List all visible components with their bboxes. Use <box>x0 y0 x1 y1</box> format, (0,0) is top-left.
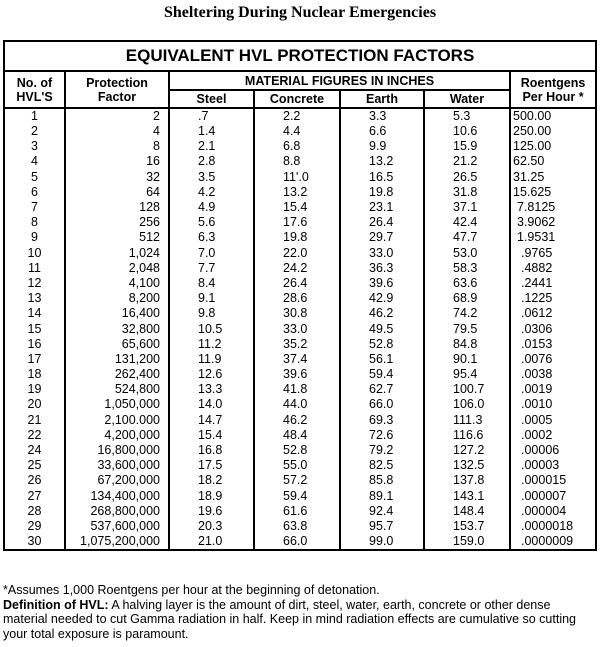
header-water: Water <box>424 90 510 108</box>
table-row <box>5 261 595 276</box>
cell-steel: 20.3 <box>169 519 254 534</box>
table-row <box>5 200 595 215</box>
cell-steel: 16.8 <box>169 443 254 458</box>
cell-earth: 99.0 <box>340 534 424 549</box>
table-row <box>5 382 595 397</box>
cell-hvl-count: 15 <box>5 321 65 336</box>
cell-earth: 36.3 <box>340 261 424 276</box>
cell-steel: 4.2 <box>169 185 254 200</box>
cell-water: 68.9 <box>424 291 510 306</box>
cell-earth: 39.6 <box>340 276 424 291</box>
cell-earth: 82.5 <box>340 458 424 473</box>
cell-water: 106.0 <box>424 397 510 412</box>
cell-steel: 6.3 <box>169 230 254 245</box>
cell-hvl-count: 8 <box>5 215 65 230</box>
cell-earth: 95.7 <box>340 519 424 534</box>
cell-steel: 14.7 <box>169 413 254 428</box>
cell-steel: 19.6 <box>169 504 254 519</box>
cell-earth: 6.6 <box>340 124 424 139</box>
cell-steel: .7 <box>169 108 254 124</box>
cell-concrete: 46.2 <box>254 413 340 428</box>
cell-protection-factor: 524,800 <box>65 382 169 397</box>
table-row <box>5 154 595 169</box>
cell-water: 153.7 <box>424 519 510 534</box>
cell-steel: 5.6 <box>169 215 254 230</box>
table-row <box>5 230 595 245</box>
cell-roentgens: .00006 <box>521 443 560 458</box>
cell-concrete: 22.0 <box>254 246 340 261</box>
cell-water: 132.5 <box>424 458 510 473</box>
cell-water: 137.8 <box>424 473 510 488</box>
table-row <box>5 443 595 458</box>
cell-protection-factor: 537,600,000 <box>65 519 169 534</box>
header-material-group: MATERIAL FIGURES IN INCHES <box>169 71 510 90</box>
table-row <box>5 139 595 154</box>
cell-concrete: 33.0 <box>254 321 340 336</box>
cell-water: 31.8 <box>424 185 510 200</box>
cell-hvl-count: 7 <box>5 200 65 215</box>
table-row <box>5 108 595 124</box>
cell-hvl-count: 14 <box>5 306 65 321</box>
cell-roentgens: .00003 <box>521 458 560 473</box>
cell-roentgens: .0002 <box>521 427 553 442</box>
header-protection-factor-line1: Protection <box>86 75 148 90</box>
table-row <box>5 291 595 306</box>
cell-hvl-count: 22 <box>5 428 65 443</box>
cell-steel: 18.9 <box>169 489 254 504</box>
cell-roentgens: .0019 <box>521 382 553 397</box>
table-row <box>5 170 595 185</box>
cell-protection-factor: 16,400 <box>65 306 169 321</box>
table-row <box>5 504 595 519</box>
cell-steel: 12.6 <box>169 367 254 382</box>
cell-concrete: 24.2 <box>254 261 340 276</box>
cell-water: 10.6 <box>424 124 510 139</box>
cell-hvl-count: 9 <box>5 230 65 245</box>
cell-concrete: 13.2 <box>254 185 340 200</box>
cell-roentgens: .2441 <box>521 275 553 290</box>
cell-hvl-count: 18 <box>5 367 65 382</box>
cell-hvl-count: 4 <box>5 154 65 169</box>
cell-concrete: 61.6 <box>254 504 340 519</box>
cell-earth: 72.6 <box>340 428 424 443</box>
cell-hvl-count: 26 <box>5 473 65 488</box>
cell-water: 95.4 <box>424 367 510 382</box>
cell-steel: 13.3 <box>169 382 254 397</box>
cell-protection-factor: 128 <box>65 200 169 215</box>
cell-concrete: 2.2 <box>254 108 340 124</box>
cell-protection-factor: 1,024 <box>65 246 169 261</box>
table-row <box>5 352 595 367</box>
cell-roentgens: .0000009 <box>521 534 574 549</box>
cell-water: 143.1 <box>424 489 510 504</box>
cell-hvl-count: 1 <box>5 108 65 124</box>
cell-roentgens: .0612 <box>521 306 553 321</box>
cell-hvl-count: 5 <box>5 170 65 185</box>
table-row <box>5 397 595 412</box>
table-row <box>5 489 595 504</box>
cell-steel: 17.5 <box>169 458 254 473</box>
cell-water: 84.8 <box>424 337 510 352</box>
cell-water: 100.7 <box>424 382 510 397</box>
cell-steel: 8.4 <box>169 276 254 291</box>
cell-earth: 56.1 <box>340 352 424 367</box>
cell-steel: 7.7 <box>169 261 254 276</box>
header-earth: Earth <box>340 90 424 108</box>
hvl-protection-table <box>5 42 595 549</box>
cell-concrete: 37.4 <box>254 352 340 367</box>
cell-roentgens: 31.25 <box>513 169 545 184</box>
cell-earth: 19.8 <box>340 185 424 200</box>
cell-roentgens: .000015 <box>521 473 567 488</box>
table-row <box>5 458 595 473</box>
cell-water: 15.9 <box>424 139 510 154</box>
cell-water: 58.3 <box>424 261 510 276</box>
cell-concrete: 41.8 <box>254 382 340 397</box>
cell-roentgens: 15.625 <box>513 184 552 199</box>
cell-roentgens: .0038 <box>521 367 553 382</box>
cell-water: 148.4 <box>424 504 510 519</box>
cell-concrete: 35.2 <box>254 337 340 352</box>
header-no-of-hvls-line2: HVL'S <box>16 89 53 104</box>
cell-hvl-count: 21 <box>5 413 65 428</box>
cell-earth: 49.5 <box>340 321 424 336</box>
cell-hvl-count: 27 <box>5 489 65 504</box>
cell-steel: 3.5 <box>169 170 254 185</box>
table-title: EQUIVALENT HVL PROTECTION FACTORS <box>5 42 595 71</box>
cell-protection-factor: 262,400 <box>65 367 169 382</box>
cell-earth: 59.4 <box>340 367 424 382</box>
cell-roentgens: 125.00 <box>513 139 552 154</box>
table-row <box>5 519 595 534</box>
cell-water: 26.5 <box>424 170 510 185</box>
cell-hvl-count: 2 <box>5 124 65 139</box>
cell-roentgens: .9765 <box>521 245 553 260</box>
cell-water: 79.5 <box>424 321 510 336</box>
cell-hvl-count: 6 <box>5 185 65 200</box>
cell-roentgens: .0005 <box>521 412 553 427</box>
cell-protection-factor: 1,050,000 <box>65 397 169 412</box>
cell-steel: 7.0 <box>169 246 254 261</box>
cell-concrete: 57.2 <box>254 473 340 488</box>
cell-water: 127.2 <box>424 443 510 458</box>
cell-protection-factor: 1,075,200,000 <box>65 534 169 549</box>
cell-earth: 62.7 <box>340 382 424 397</box>
cell-earth: 23.1 <box>340 200 424 215</box>
header-protection-factor <box>65 71 169 108</box>
table-row <box>5 306 595 321</box>
header-roentgens-line2: Per Hour * <box>522 89 584 104</box>
cell-concrete: 17.6 <box>254 215 340 230</box>
cell-concrete: 4.4 <box>254 124 340 139</box>
cell-steel: 9.1 <box>169 291 254 306</box>
cell-protection-factor: 8,200 <box>65 291 169 306</box>
cell-protection-factor: 2,100.000 <box>65 413 169 428</box>
table-row <box>5 185 595 200</box>
footnote-assumption: *Assumes 1,000 Roentgens per hour at the beginning of detonation. <box>3 583 380 597</box>
definition-text: A halving layer is the amount of dirt, steel, water, earth, concrete or other dense material needed to cut Gamma radiation in half. Keep in mind radiation effects are cumulative so cutting your total exposure is paramount. <box>3 597 576 641</box>
header-roentgens-line1: Roentgens <box>520 75 586 90</box>
cell-hvl-count: 30 <box>5 534 65 549</box>
document-title: Sheltering During Nuclear Emergencies <box>163 4 437 21</box>
footnote <box>3 583 597 641</box>
cell-roentgens: .4882 <box>521 260 553 275</box>
cell-hvl-count: 13 <box>5 291 65 306</box>
cell-protection-factor: 134,400,000 <box>65 489 169 504</box>
cell-concrete: 6.8 <box>254 139 340 154</box>
cell-roentgens: .0010 <box>521 397 553 412</box>
cell-earth: 92.4 <box>340 504 424 519</box>
cell-roentgens: .0306 <box>521 321 553 336</box>
cell-protection-factor: 32 <box>65 170 169 185</box>
cell-steel: 2.1 <box>169 139 254 154</box>
cell-steel: 10.5 <box>169 321 254 336</box>
cell-steel: 18.2 <box>169 473 254 488</box>
cell-steel: 14.0 <box>169 397 254 412</box>
cell-roentgens: .000004 <box>521 503 567 518</box>
cell-protection-factor: 2 <box>65 108 169 124</box>
cell-protection-factor: 4,100 <box>65 276 169 291</box>
cell-concrete: 19.8 <box>254 230 340 245</box>
header-no-of-hvls <box>5 71 65 108</box>
cell-roentgens: 3.9062 <box>517 215 556 230</box>
cell-water: 159.0 <box>424 534 510 549</box>
cell-concrete: 66.0 <box>254 534 340 549</box>
table-row <box>5 473 595 488</box>
table-row <box>5 246 595 261</box>
cell-protection-factor: 131,200 <box>65 352 169 367</box>
cell-earth: 33.0 <box>340 246 424 261</box>
cell-water: 47.7 <box>424 230 510 245</box>
cell-protection-factor: 8 <box>65 139 169 154</box>
cell-water: 5.3 <box>424 108 510 124</box>
cell-roentgens: .0076 <box>521 351 553 366</box>
cell-concrete: 30.8 <box>254 306 340 321</box>
cell-concrete: 15.4 <box>254 200 340 215</box>
cell-hvl-count: 19 <box>5 382 65 397</box>
cell-earth: 3.3 <box>340 108 424 124</box>
table-row <box>5 367 595 382</box>
cell-earth: 46.2 <box>340 306 424 321</box>
cell-protection-factor: 16 <box>65 154 169 169</box>
cell-protection-factor: 256 <box>65 215 169 230</box>
cell-roentgens: .0153 <box>521 336 553 351</box>
cell-protection-factor: 268,800,000 <box>65 504 169 519</box>
cell-concrete: 8.8 <box>254 154 340 169</box>
cell-hvl-count: 11 <box>5 261 65 276</box>
cell-hvl-count: 16 <box>5 337 65 352</box>
cell-roentgens: .1225 <box>521 291 553 306</box>
cell-water: 42.4 <box>424 215 510 230</box>
cell-protection-factor: 67,200,000 <box>65 473 169 488</box>
cell-roentgens: 250.00 <box>513 124 552 139</box>
header-concrete: Concrete <box>254 90 340 108</box>
cell-hvl-count: 3 <box>5 139 65 154</box>
cell-steel: 11.9 <box>169 352 254 367</box>
header-protection-factor-line2: Factor <box>97 89 137 104</box>
cell-concrete: 44.0 <box>254 397 340 412</box>
cell-water: 116.6 <box>424 428 510 443</box>
header-roentgens <box>510 71 595 108</box>
cell-protection-factor: 4 <box>65 124 169 139</box>
cell-protection-factor: 32,800 <box>65 321 169 336</box>
cell-water: 111.3 <box>424 413 510 428</box>
cell-earth: 66.0 <box>340 397 424 412</box>
cell-roentgens: 1.9531 <box>517 230 556 245</box>
cell-concrete: 52.8 <box>254 443 340 458</box>
cell-earth: 69.3 <box>340 413 424 428</box>
footnote-definition <box>3 598 597 642</box>
cell-water: 53.0 <box>424 246 510 261</box>
cell-concrete: 39.6 <box>254 367 340 382</box>
header-steel: Steel <box>169 90 254 108</box>
table-row <box>5 321 595 336</box>
cell-concrete: 11'.0 <box>254 170 340 185</box>
cell-concrete: 48.4 <box>254 428 340 443</box>
cell-water: 63.6 <box>424 276 510 291</box>
cell-concrete: 26.4 <box>254 276 340 291</box>
cell-steel: 21.0 <box>169 534 254 549</box>
cell-steel: 9.8 <box>169 306 254 321</box>
cell-roentgens: 500.00 <box>513 109 552 123</box>
cell-concrete: 63.8 <box>254 519 340 534</box>
table-row <box>5 276 595 291</box>
cell-protection-factor: 33,600,000 <box>65 458 169 473</box>
cell-hvl-count: 20 <box>5 397 65 412</box>
cell-hvl-count: 17 <box>5 352 65 367</box>
cell-water: 74.2 <box>424 306 510 321</box>
cell-steel: 15.4 <box>169 428 254 443</box>
cell-earth: 13.2 <box>340 154 424 169</box>
cell-earth: 16.5 <box>340 170 424 185</box>
cell-concrete: 59.4 <box>254 489 340 504</box>
cell-hvl-count: 25 <box>5 458 65 473</box>
cell-water: 21.2 <box>424 154 510 169</box>
cell-hvl-count: 24 <box>5 443 65 458</box>
cell-hvl-count: 12 <box>5 276 65 291</box>
cell-earth: 85.8 <box>340 473 424 488</box>
cell-protection-factor: 512 <box>65 230 169 245</box>
cell-steel: 2.8 <box>169 154 254 169</box>
cell-steel: 1.4 <box>169 124 254 139</box>
table-row <box>5 413 595 428</box>
table-row <box>5 534 595 549</box>
table-body <box>5 108 595 549</box>
cell-roentgens: 7.8125 <box>517 200 556 215</box>
cell-earth: 89.1 <box>340 489 424 504</box>
cell-earth: 9.9 <box>340 139 424 154</box>
cell-earth: 42.9 <box>340 291 424 306</box>
cell-protection-factor: 4,200,000 <box>65 428 169 443</box>
cell-hvl-count: 28 <box>5 504 65 519</box>
cell-water: 90.1 <box>424 352 510 367</box>
table-row <box>5 428 595 443</box>
table-row <box>5 337 595 352</box>
cell-protection-factor: 16,800,000 <box>65 443 169 458</box>
hvl-table-container <box>3 40 597 551</box>
cell-concrete: 55.0 <box>254 458 340 473</box>
cell-earth: 26.4 <box>340 215 424 230</box>
cell-concrete: 28.6 <box>254 291 340 306</box>
cell-roentgens: 62.50 <box>513 154 545 169</box>
cell-roentgens: .0000018 <box>521 518 574 533</box>
cell-steel: 4.9 <box>169 200 254 215</box>
cell-protection-factor: 2,048 <box>65 261 169 276</box>
cell-earth: 79.2 <box>340 443 424 458</box>
definition-label: Definition of HVL: <box>3 597 109 612</box>
cell-hvl-count: 29 <box>5 519 65 534</box>
cell-earth: 52.8 <box>340 337 424 352</box>
cell-protection-factor: 65,600 <box>65 337 169 352</box>
header-no-of-hvls-line1: No. of <box>16 75 53 90</box>
cell-roentgens: .000007 <box>521 488 567 503</box>
table-row <box>5 124 595 139</box>
table-row <box>5 215 595 230</box>
cell-steel: 11.2 <box>169 337 254 352</box>
cell-water: 37.1 <box>424 200 510 215</box>
cell-earth: 29.7 <box>340 230 424 245</box>
cell-protection-factor: 64 <box>65 185 169 200</box>
cell-hvl-count: 10 <box>5 246 65 261</box>
